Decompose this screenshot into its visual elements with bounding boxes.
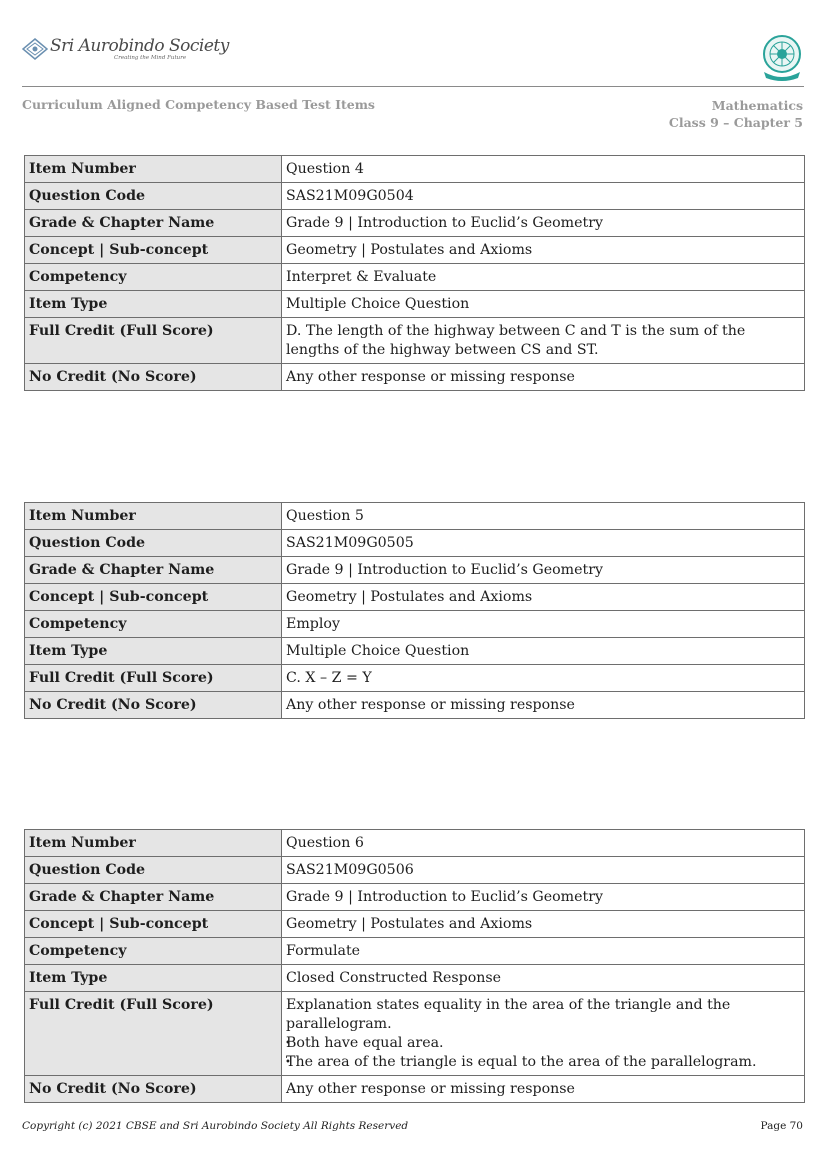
row-value: Grade 9 | Introduction to Euclid’s Geometry — [282, 557, 805, 584]
row-label: Item Type — [25, 291, 282, 318]
table-row — [25, 665, 805, 692]
cbse-seal-logo — [760, 34, 804, 82]
table-row — [25, 237, 805, 264]
row-value: Geometry | Postulates and Axioms — [282, 237, 805, 264]
logo-text: Sri Aurobindo Society — [50, 36, 229, 56]
row-label: Full Credit (Full Score) — [25, 318, 282, 364]
row-value: D. The length of the highway between C and T is the sum of the lengths of the highway between CS and ST. — [282, 318, 805, 364]
society-emblem-icon — [22, 38, 48, 60]
row-label: Grade & Chapter Name — [25, 884, 282, 911]
row-value: SAS21M09G0504 — [282, 183, 805, 210]
row-value: Closed Constructed Response — [282, 965, 805, 992]
row-value: SAS21M09G0506 — [282, 857, 805, 884]
row-value: Question 4 — [282, 156, 805, 183]
row-value: C. X – Z = Y — [282, 665, 805, 692]
row-label: Grade & Chapter Name — [25, 210, 282, 237]
logo-tagline: Creating the Mind Future — [114, 55, 187, 61]
row-label: Question Code — [25, 183, 282, 210]
table-row — [25, 884, 805, 911]
row-value: Any other response or missing response — [282, 1076, 805, 1103]
table-row — [25, 938, 805, 965]
row-value: Formulate — [282, 938, 805, 965]
cbse-seal-icon — [760, 34, 804, 82]
table-row — [25, 965, 805, 992]
row-value: Question 6 — [282, 830, 805, 857]
row-label: Question Code — [25, 857, 282, 884]
row-value: Multiple Choice Question — [282, 638, 805, 665]
row-label: Item Number — [25, 156, 282, 183]
row-label: Full Credit (Full Score) — [25, 992, 282, 1076]
table-row — [25, 638, 805, 665]
row-value: Question 5 — [282, 503, 805, 530]
row-value: Geometry | Postulates and Axioms — [282, 911, 805, 938]
table-row — [25, 857, 805, 884]
table-row — [25, 992, 805, 1076]
row-label: Concept | Sub-concept — [25, 237, 282, 264]
item-table-question-5 — [24, 502, 805, 719]
row-value: SAS21M09G0505 — [282, 530, 805, 557]
row-label: Item Number — [25, 503, 282, 530]
sri-aurobindo-society-logo — [22, 36, 229, 66]
table-row — [25, 530, 805, 557]
row-label: Item Number — [25, 830, 282, 857]
row-value: Employ — [282, 611, 805, 638]
subject-label: Mathematics — [711, 98, 803, 113]
row-value: Interpret & Evaluate — [282, 264, 805, 291]
row-label: Concept | Sub-concept — [25, 584, 282, 611]
class-chapter-label: Class 9 – Chapter 5 — [668, 115, 803, 130]
bullet-item: • The area of the triangle is equal to the area of the parallelogram. — [286, 1053, 800, 1072]
row-label: No Credit (No Score) — [25, 1076, 282, 1103]
header-divider — [22, 86, 804, 87]
table-row — [25, 318, 805, 364]
table-row — [25, 557, 805, 584]
row-label: Full Credit (Full Score) — [25, 665, 282, 692]
row-label: Question Code — [25, 530, 282, 557]
row-value: Multiple Choice Question — [282, 291, 805, 318]
row-label: Concept | Sub-concept — [25, 911, 282, 938]
table-row — [25, 210, 805, 237]
table-row — [25, 156, 805, 183]
row-label: Grade & Chapter Name — [25, 557, 282, 584]
row-value: Any other response or missing response — [282, 364, 805, 391]
table-row — [25, 364, 805, 391]
row-value: Grade 9 | Introduction to Euclid’s Geometry — [282, 884, 805, 911]
row-label: No Credit (No Score) — [25, 364, 282, 391]
table-row — [25, 1076, 805, 1103]
row-label: No Credit (No Score) — [25, 692, 282, 719]
subject-class-label — [669, 97, 803, 131]
row-label: Item Type — [25, 638, 282, 665]
row-value-with-bullets — [282, 992, 805, 1076]
row-value: Geometry | Postulates and Axioms — [282, 584, 805, 611]
row-value: Any other response or missing response — [282, 692, 805, 719]
table-row — [25, 584, 805, 611]
table-row — [25, 611, 805, 638]
full-credit-explanation: Explanation states equality in the area of the triangle and the parallelogram. — [286, 997, 731, 1032]
item-table-question-6 — [24, 829, 805, 1103]
table-row — [25, 830, 805, 857]
row-value: Grade 9 | Introduction to Euclid’s Geometry — [282, 210, 805, 237]
row-label: Competency — [25, 938, 282, 965]
table-row — [25, 264, 805, 291]
copyright-notice: Copyright (c) 2021 CBSE and Sri Aurobindo Society All Rights Reserved — [22, 1120, 409, 1132]
row-label: Competency — [25, 264, 282, 291]
row-label: Competency — [25, 611, 282, 638]
row-label: Item Type — [25, 965, 282, 992]
bullet-item: • Both have equal area. — [286, 1034, 800, 1053]
table-row — [25, 503, 805, 530]
document-series-title: Curriculum Aligned Competency Based Test Items — [22, 97, 375, 112]
table-row — [25, 291, 805, 318]
table-row — [25, 183, 805, 210]
page-number: Page 70 — [760, 1120, 803, 1132]
item-table-question-4 — [24, 155, 805, 391]
table-row — [25, 692, 805, 719]
table-row — [25, 911, 805, 938]
